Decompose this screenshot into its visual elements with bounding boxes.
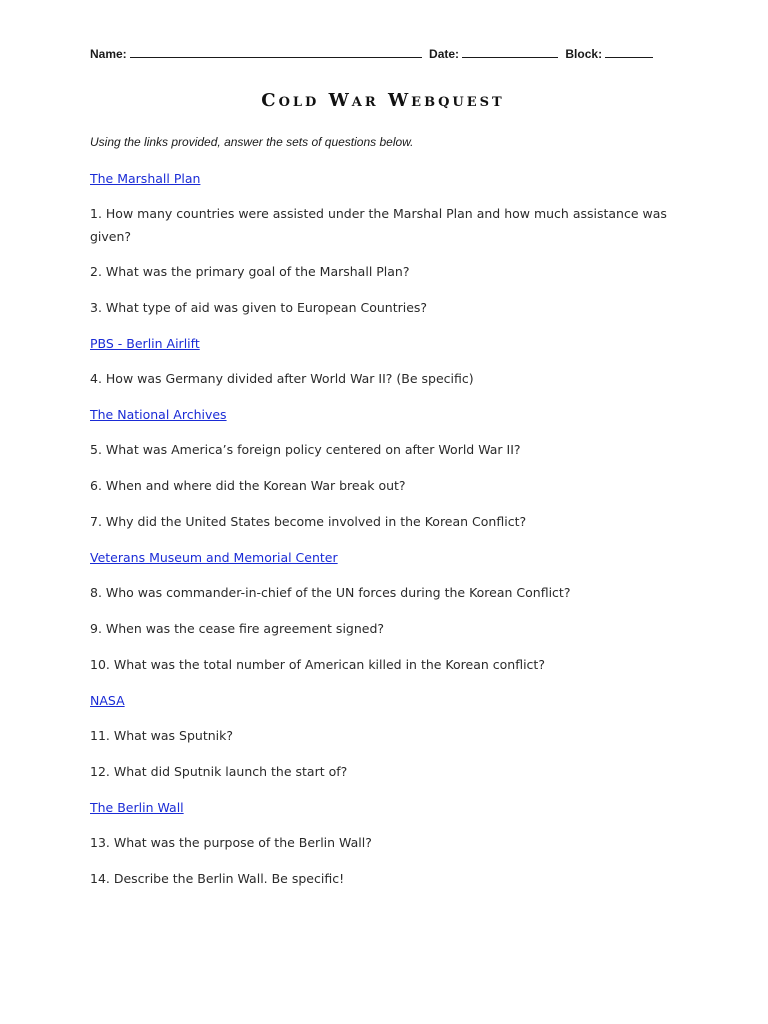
question-13: 13. What was the purpose of the Berlin Wall?	[90, 835, 372, 850]
link-pbs-berlin-airlift[interactable]: PBS - Berlin Airlift	[90, 336, 200, 351]
date-blank	[462, 47, 558, 58]
question-10: 10. What was the total number of American killed in the Korean conflict?	[90, 657, 545, 672]
name-label: Name:	[90, 47, 127, 61]
worksheet-page	[90, 0, 690, 1024]
question-12: 12. What did Sputnik launch the start of?	[90, 764, 348, 779]
question-2: 2. What was the primary goal of the Marshall Plan?	[90, 264, 410, 279]
question-3: 3. What type of aid was given to European Countries?	[90, 300, 428, 315]
name-blank	[130, 47, 422, 58]
block-blank	[605, 47, 653, 58]
instructions: Using the links provided, answer the sets of questions below.	[90, 135, 414, 149]
question-11: 11. What was Sputnik?	[90, 728, 233, 743]
page-title: Cold War Webquest	[261, 90, 505, 111]
student-info-line	[90, 47, 657, 61]
question-7: 7. Why did the United States become involved in the Korean Conflict?	[90, 514, 527, 529]
question-4: 4. How was Germany divided after World War II? (Be specific)	[90, 371, 474, 386]
date-label: Date:	[429, 47, 460, 61]
link-berlin-wall[interactable]: The Berlin Wall	[90, 800, 184, 815]
link-national-archives[interactable]: The National Archives	[90, 407, 227, 422]
question-5: 5. What was America’s foreign policy centered on after World War II?	[90, 442, 521, 457]
block-label: Block:	[565, 47, 603, 61]
link-marshall-plan[interactable]: The Marshall Plan	[90, 171, 201, 186]
question-14: 14. Describe the Berlin Wall. Be specific!	[90, 871, 345, 886]
link-nasa[interactable]: NASA	[90, 693, 125, 708]
question-1: 1. How many countries were assisted under the Marshal Plan and how much assistance was given?	[90, 206, 667, 244]
question-8: 8. Who was commander-in-chief of the UN forces during the Korean Conflict?	[90, 585, 571, 600]
question-9: 9. When was the cease fire agreement signed?	[90, 621, 385, 636]
link-veterans-museum[interactable]: Veterans Museum and Memorial Center	[90, 550, 338, 565]
question-6: 6. When and where did the Korean War break out?	[90, 478, 406, 493]
